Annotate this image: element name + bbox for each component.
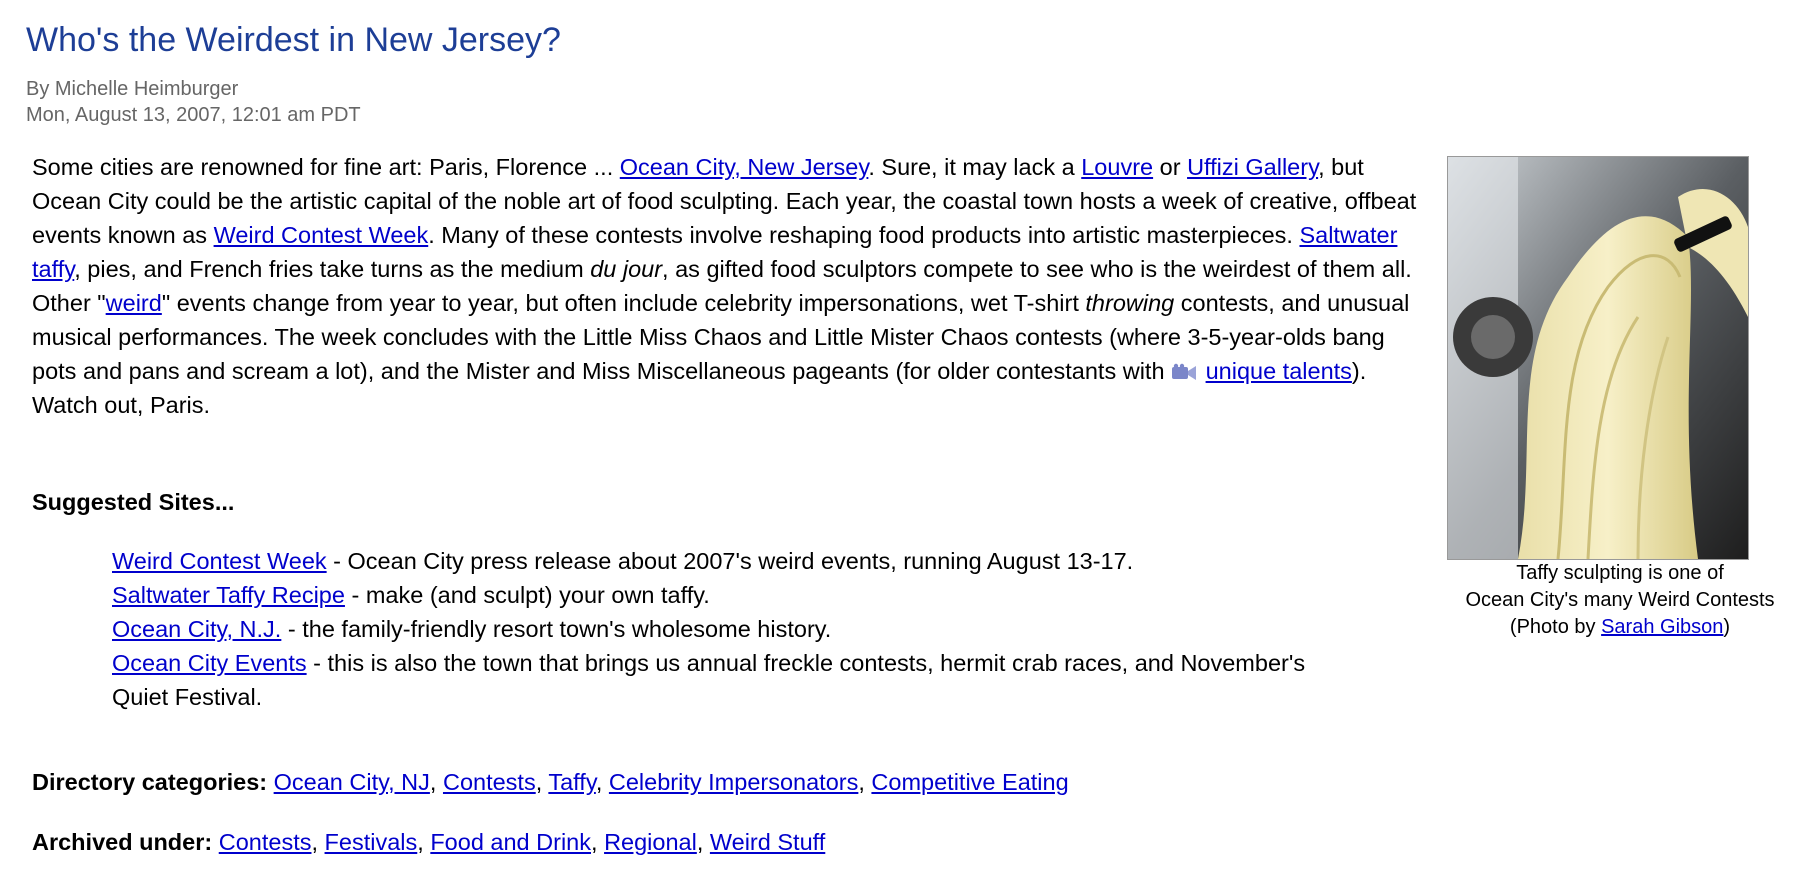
taffy-photo-illustration [1448, 157, 1748, 559]
caption-credit: (Photo by Sarah Gibson) [1509, 616, 1731, 638]
suggested-link-weird-contest-week[interactable]: Weird Contest Week [112, 548, 327, 574]
link-ocean-city[interactable]: Ocean City, New Jersey [619, 154, 869, 180]
list-item: Saltwater Taffy Recipe - make (and sculpt) your own taffy. [112, 582, 710, 608]
arch-link-food-and-drink[interactable]: Food and Drink [430, 829, 591, 855]
taffy-photo [1447, 156, 1749, 560]
suggested-link-ocean-city-events[interactable]: Ocean City Events [112, 650, 307, 676]
caption-line-2: Ocean City's many Weird Contests [1465, 589, 1775, 611]
article-body [32, 150, 1432, 422]
link-weird[interactable]: weird [105, 290, 162, 316]
author: By Michelle Heimburger [26, 78, 239, 100]
suggested-sites-list [112, 544, 1352, 714]
link-uffizi[interactable]: Uffizi Gallery [1187, 154, 1319, 180]
caption-line-1: Taffy sculpting is one of [1516, 562, 1724, 584]
suggested-link-taffy-recipe[interactable]: Saltwater Taffy Recipe [112, 582, 345, 608]
suggested-link-ocean-city-nj[interactable]: Ocean City, N.J. [112, 616, 282, 642]
arch-link-contests[interactable]: Contests [218, 829, 312, 855]
body-paragraph: Some cities are renowned for fine art: Paris, Florence ... Ocean City, New Jersey. Sure, it may lack a Louvre or Uffizi Gallery, but Ocean City could be the artistic capital of the noble art of food sculpting. Each year, the coastal town hosts a week of creative, offbeat events known as Weird Contest Week. Many of these contests involve reshaping food products into artistic masterpieces. Saltwater taffy, pies, and French fries take turns as the medium du jour, as gifted food sculptors compete to see who is the weirdest of them all. Other "weird" events change from year to year, but often include celebrity impersonations, wet T-shirt throwing contests, and unusual musical performances. The week concludes with the Little Miss Chaos and Little Mister Chaos contests (where 3-5-year-olds bang pots and pans and scream a lot), and the Mister and Miss Miscellaneous pageants (for older contestants with unique talents). Watch out, Paris. [32, 154, 1417, 418]
archived-under: Archived under: Contests, Festivals, Food and Drink, Regional, Weird Stuff [32, 829, 826, 855]
link-weird-contest-week[interactable]: Weird Contest Week [213, 222, 429, 248]
emphasis-du-jour: du jour [590, 256, 663, 282]
dir-link-ocean-city-nj[interactable]: Ocean City, NJ [273, 769, 430, 795]
archived-label: Archived under: [32, 829, 213, 855]
article-title: Who's the Weirdest in New Jersey? [26, 21, 561, 59]
emphasis-throwing: throwing [1085, 290, 1175, 316]
video-camera-icon[interactable] [1171, 363, 1197, 381]
dir-link-celebrity-impersonators[interactable]: Celebrity Impersonators [608, 769, 859, 795]
link-saltwater-taffy[interactable]: Saltwater taffy [32, 222, 1398, 282]
byline [26, 76, 361, 128]
suggested-sites-heading: Suggested Sites... [32, 489, 235, 515]
arch-link-festivals[interactable]: Festivals [324, 829, 418, 855]
arch-link-regional[interactable]: Regional [604, 829, 697, 855]
arch-link-weird-stuff[interactable]: Weird Stuff [709, 829, 826, 855]
directory-categories: Directory categories: Ocean City, NJ, Contests, Taffy, Celebrity Impersonators, Competitive Eating [32, 769, 1069, 795]
list-item: Ocean City Events - this is also the town that brings us annual freckle contests, hermit crab races, and November's Quiet Festival. [112, 650, 1306, 710]
photo-caption [1440, 560, 1800, 641]
list-item: Weird Contest Week - Ocean City press release about 2007's weird events, running August 13-17. [112, 548, 1134, 574]
dir-link-competitive-eating[interactable]: Competitive Eating [871, 769, 1069, 795]
link-unique-talents[interactable]: unique talents [1205, 358, 1352, 384]
dir-link-taffy[interactable]: Taffy [548, 769, 596, 795]
list-item: Ocean City, N.J. - the family-friendly resort town's wholesome history. [112, 616, 832, 642]
publish-date: Mon, August 13, 2007, 12:01 am PDT [26, 104, 361, 126]
directory-label: Directory categories: [32, 769, 268, 795]
dir-link-contests[interactable]: Contests [442, 769, 536, 795]
link-louvre[interactable]: Louvre [1081, 154, 1154, 180]
photo-credit-link[interactable]: Sarah Gibson [1601, 616, 1724, 638]
